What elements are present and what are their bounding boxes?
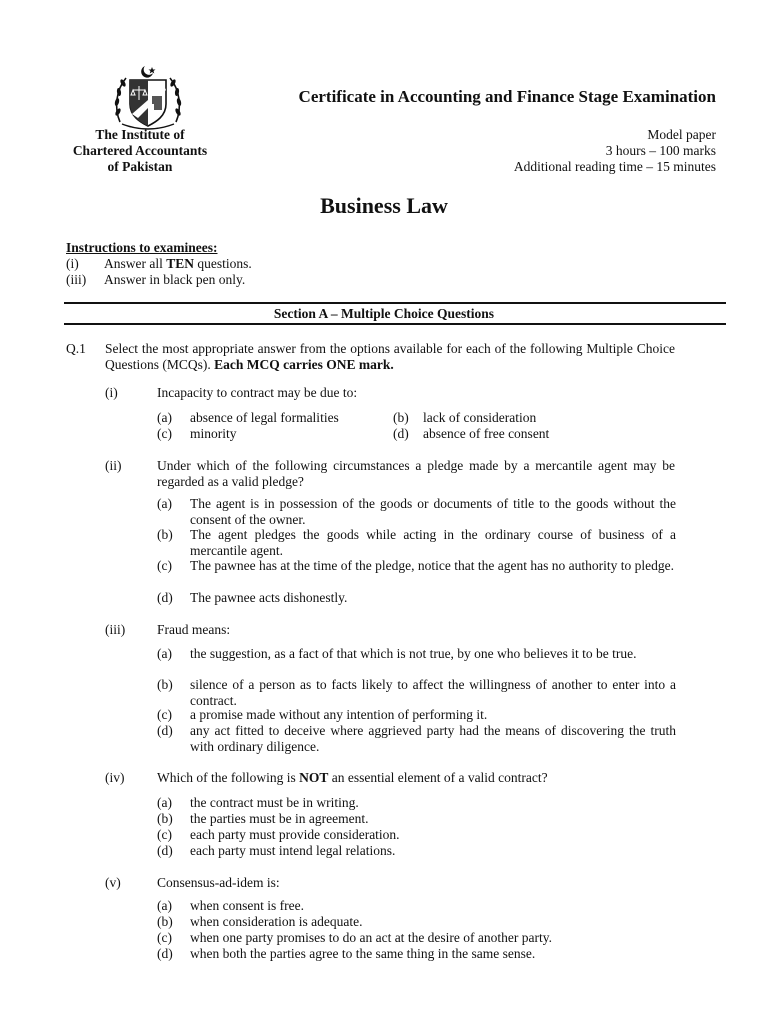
duration-marks: 3 hours – 100 marks — [605, 143, 716, 158]
mcq-number: (i) — [105, 385, 118, 400]
instruction-item: (iii) Answer in black pen only. — [66, 272, 246, 287]
option-label: (c) — [157, 558, 172, 573]
mcq-stem: Which of the following is NOT an essential element of a valid contract? — [157, 770, 548, 785]
option-text: the parties must be in agreement. — [190, 811, 369, 826]
question-number: Q.1 — [66, 341, 86, 356]
subject-title: Business Law — [320, 193, 448, 218]
option-label: (b) — [157, 527, 173, 542]
option-text: absence of free consent — [423, 426, 550, 441]
option-label: (c) — [157, 426, 172, 441]
question-text: Select the most appropriate answer from the options available for each of the following Multiple Choice Questions (MCQs). Each MCQ carries ONE mark. — [105, 341, 675, 372]
option-text: The pawnee acts dishonestly. — [190, 590, 348, 605]
option-text: the contract must be in writing. — [190, 795, 359, 810]
option-text: The agent is in possession of the goods or documents of title to the goods without the consent of the owner. — [190, 496, 676, 527]
mcq-stem: Incapacity to contract may be due to: — [157, 385, 358, 400]
exam-meta — [514, 127, 716, 175]
option-text: each party must intend legal relations. — [190, 843, 396, 858]
mcq-stem: Under which of the following circumstances a pledge made by a mercantile agent may be regarded as a valid pledge? — [157, 458, 675, 489]
option-label: (d) — [157, 723, 173, 738]
option-text: any act fitted to deceive where aggrieved party had the means of discovering the truth with ordinary diligence. — [190, 723, 676, 754]
section-rule-bottom — [64, 323, 726, 325]
option-label: (a) — [157, 410, 172, 425]
instruction-item: (i) Answer all TEN questions. — [66, 256, 252, 271]
paper-type: Model paper — [647, 127, 716, 142]
option-label: (d) — [157, 843, 173, 858]
option-text: a promise made without any intention of performing it. — [190, 707, 488, 722]
mcq-number: (iv) — [105, 770, 125, 785]
exam-title: Certificate in Accounting and Finance Stage Examination — [298, 87, 716, 106]
section-rule-top — [64, 302, 726, 304]
option-text: the suggestion, as a fact of that which is not true, by one who believes it to be true. — [190, 646, 637, 661]
mcq-stem: Fraud means: — [157, 622, 231, 637]
option-text: absence of legal formalities — [190, 410, 339, 425]
option-label: (d) — [157, 590, 173, 605]
option-text: when consent is free. — [190, 898, 304, 913]
option-label: (c) — [157, 827, 172, 842]
option-text: The agent pledges the goods while acting in the ordinary course of business of a mercantile agent. — [190, 527, 676, 558]
option-label: (a) — [157, 795, 172, 810]
mcq-stem: Consensus-ad-idem is: — [157, 875, 280, 890]
option-label: (a) — [157, 898, 172, 913]
option-label: (c) — [157, 930, 172, 945]
mcq-number: (v) — [105, 875, 121, 890]
option-label: (b) — [157, 914, 173, 929]
option-text: silence of a person as to facts likely to affect the willingness of another to enter into a contract. — [190, 677, 676, 708]
option-label: (b) — [157, 677, 173, 692]
option-label: (d) — [157, 946, 173, 961]
option-text: when both the parties agree to the same thing in the same sense. — [190, 946, 536, 961]
option-label: (a) — [157, 646, 172, 661]
icap-crest-logo — [112, 64, 184, 130]
mcq-number: (ii) — [105, 458, 122, 473]
option-text: minority — [190, 426, 237, 441]
option-text: The pawnee has at the time of the pledge, notice that the agent has no authority to pledge. — [190, 558, 674, 573]
option-label: (a) — [157, 496, 172, 511]
option-text: lack of consideration — [423, 410, 537, 425]
instructions-heading: Instructions to examinees: — [66, 240, 218, 255]
option-text: when one party promises to do an act at the desire of another party. — [190, 930, 553, 945]
option-label: (b) — [393, 410, 409, 425]
option-label: (d) — [393, 426, 409, 441]
reading-time: Additional reading time – 15 minutes — [513, 159, 716, 174]
option-text: each party must provide consideration. — [190, 827, 400, 842]
mcq-number: (iii) — [105, 622, 126, 637]
option-text: when consideration is adequate. — [190, 914, 363, 929]
institute-name: The Institute of Chartered Accountants of Pakistan — [72, 127, 208, 174]
section-title: Section A – Multiple Choice Questions — [273, 306, 495, 321]
option-label: (c) — [157, 707, 172, 722]
option-label: (b) — [157, 811, 173, 826]
